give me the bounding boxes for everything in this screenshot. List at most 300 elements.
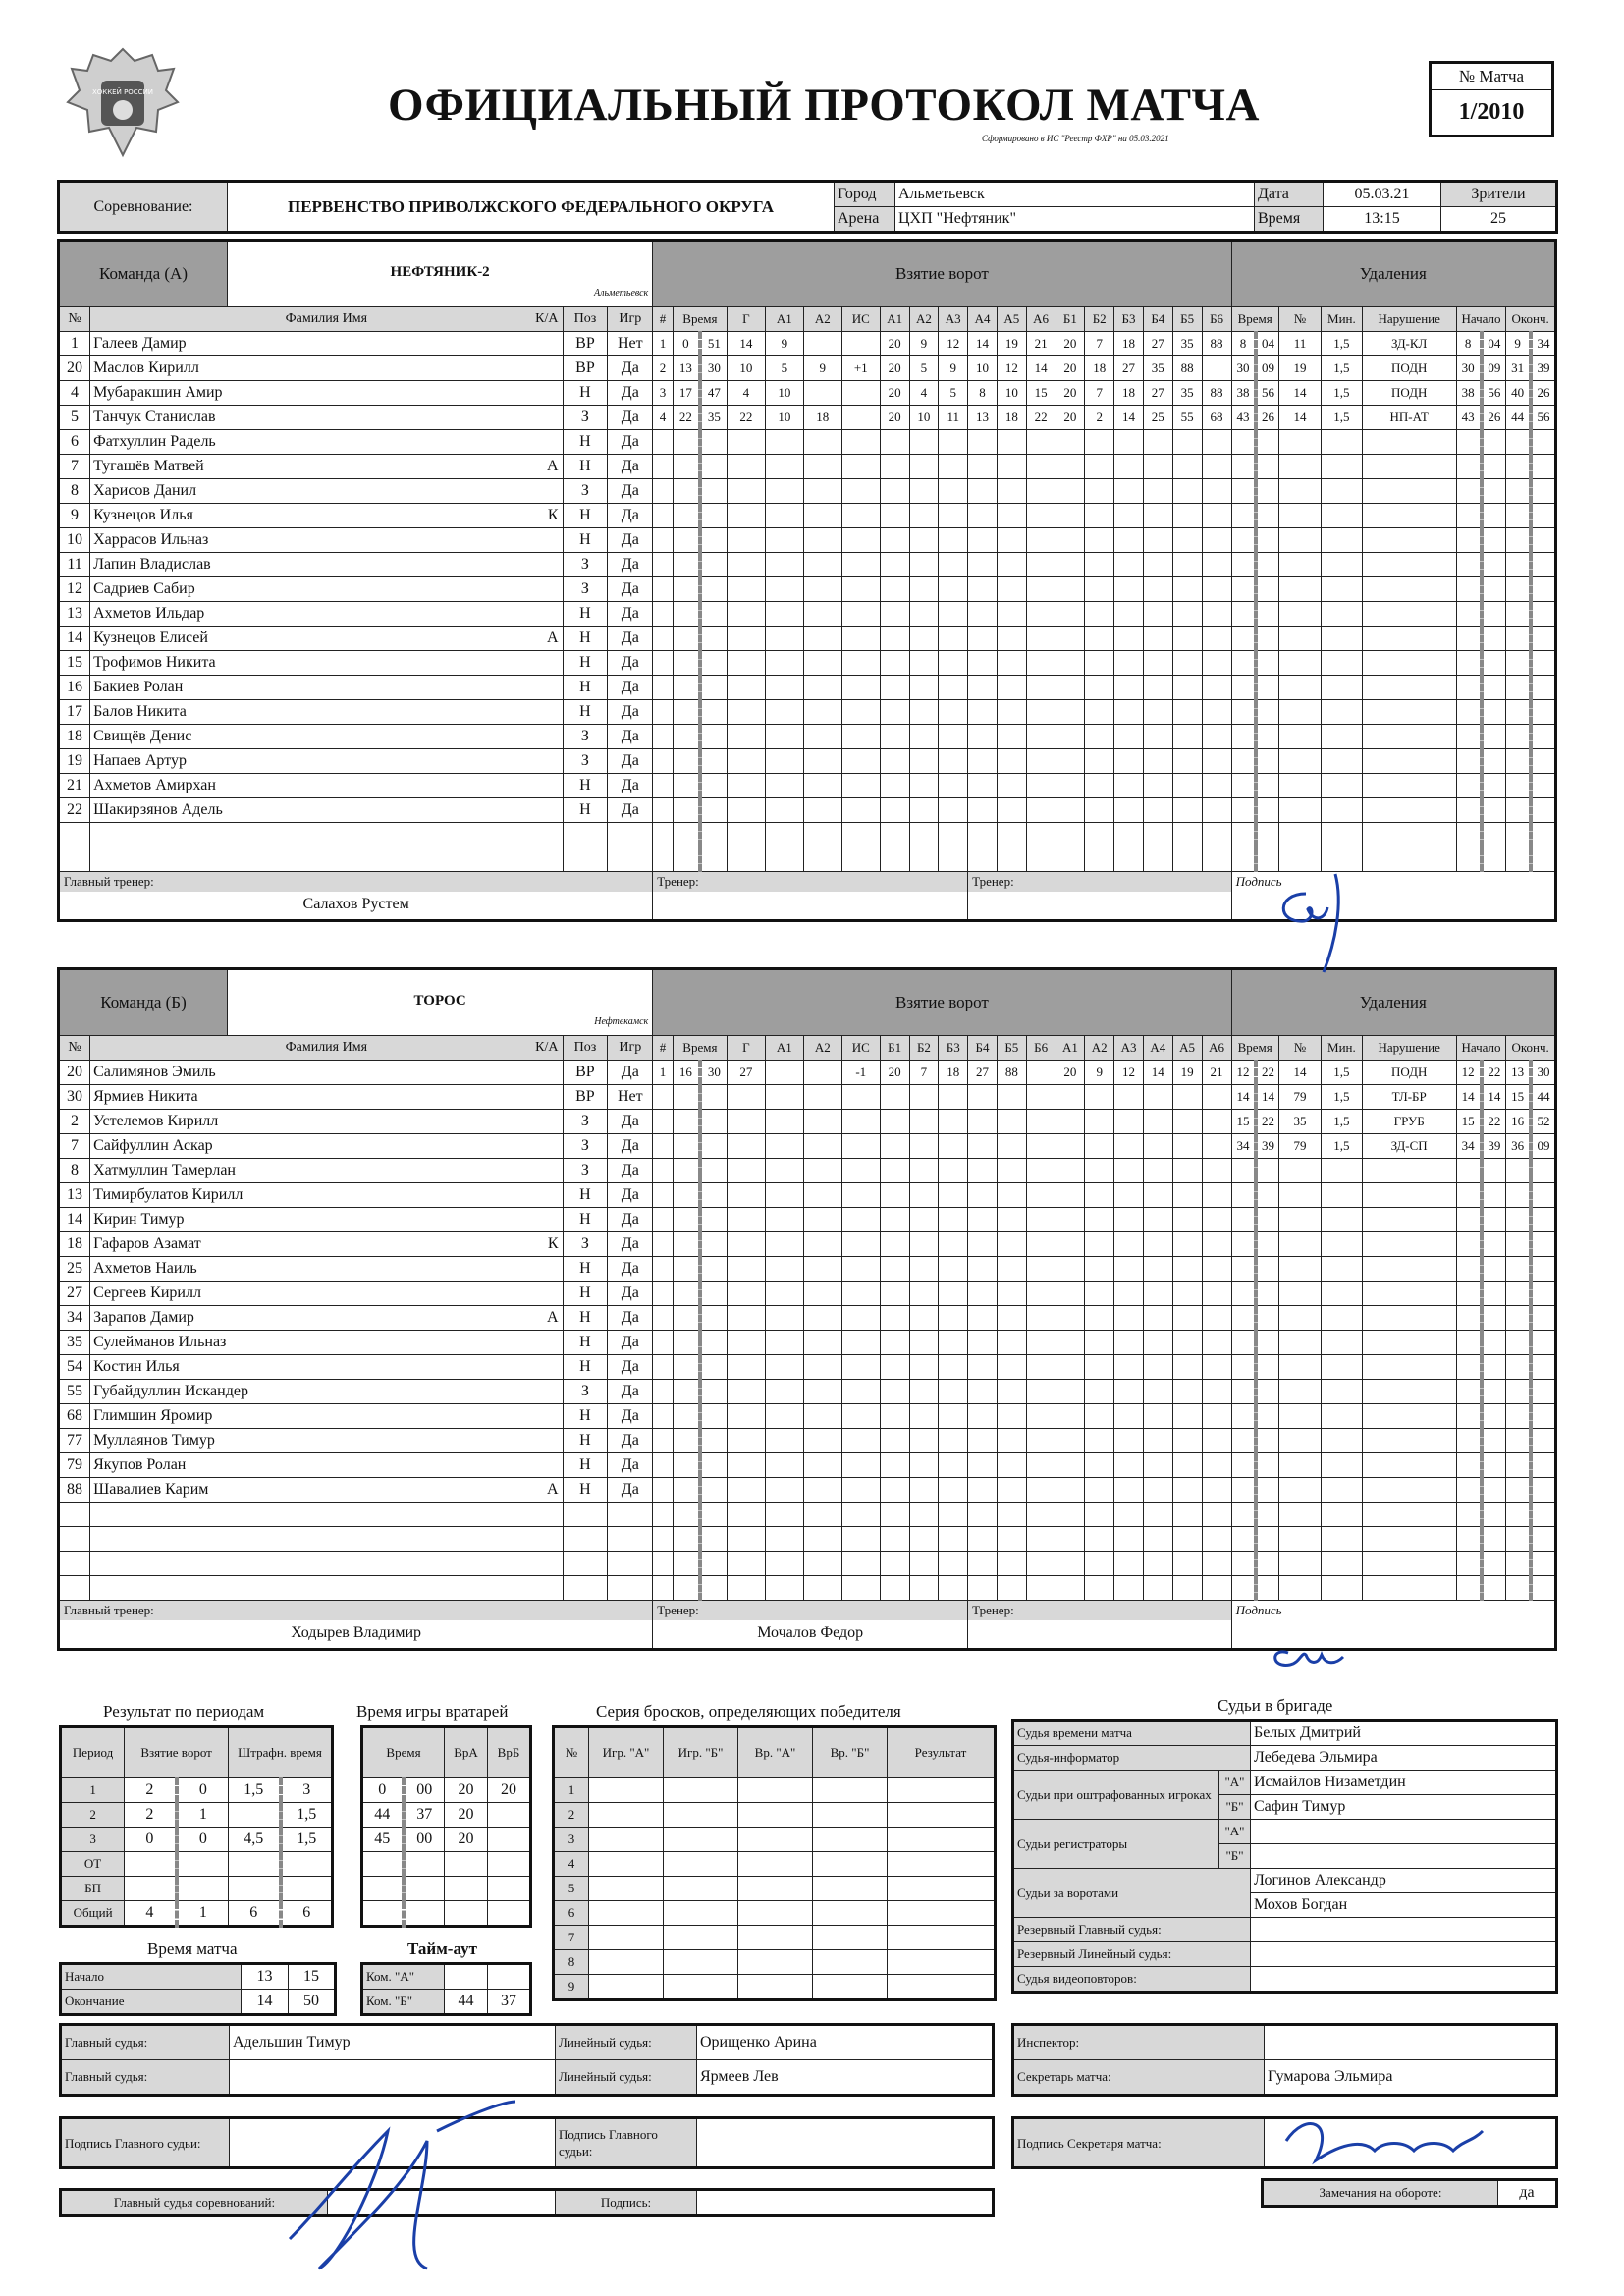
penalty-cell: ПОДН	[1362, 1061, 1456, 1085]
goal-cell	[1202, 1085, 1231, 1110]
player-cell	[90, 1306, 563, 1331]
goal-cell	[1085, 1355, 1114, 1380]
goal-cell	[673, 1134, 700, 1159]
goal-cell	[1026, 1503, 1056, 1527]
goalie-row	[362, 1852, 531, 1877]
goal-cell	[939, 1429, 968, 1453]
goal-cell: 20	[1056, 332, 1085, 356]
goal-cell: 12	[997, 356, 1026, 381]
arena-label: Арена	[835, 207, 895, 233]
penalty-cell	[1456, 1552, 1481, 1576]
goal-cell: 12	[939, 332, 968, 356]
penalty-cell	[1322, 577, 1362, 602]
goalie-cell	[488, 1901, 531, 1927]
goal-cell	[939, 1404, 968, 1429]
goal-cell	[909, 1085, 939, 1110]
goal-cell	[1143, 1306, 1172, 1331]
goal-cell	[1172, 1282, 1202, 1306]
period-row	[61, 1778, 333, 1803]
player-number: 15	[59, 651, 90, 676]
penalty-cell	[1256, 798, 1278, 823]
penalty-cell	[1531, 749, 1556, 774]
penalty-cell	[1256, 1576, 1278, 1601]
player-position	[563, 1576, 608, 1601]
goal-cell	[673, 774, 700, 798]
timekeeper-name: Белых Дмитрий	[1251, 1721, 1557, 1746]
penalty-cell	[1278, 749, 1322, 774]
penalty-cell: 14	[1278, 1061, 1322, 1085]
penalty-cell	[1506, 1380, 1531, 1404]
goal-cell	[673, 1404, 700, 1429]
shootout-row	[554, 1926, 996, 1950]
goal-cell	[803, 798, 841, 823]
teamA-coach2-cell	[968, 872, 1231, 921]
goal-cell	[765, 1085, 803, 1110]
goal-cell	[968, 1159, 998, 1183]
shootout-cell	[664, 1852, 738, 1877]
penbox-a-name: Исмайлов Низаметдин	[1251, 1771, 1557, 1795]
player-cell	[90, 577, 563, 602]
player-cell	[90, 1110, 563, 1134]
player-played: Да	[608, 406, 653, 430]
goal-cell	[1056, 1110, 1085, 1134]
goal-cell	[727, 700, 765, 725]
player-name: Ахметов Ильдар	[93, 605, 205, 622]
goal-cell	[968, 651, 998, 676]
goal-cell	[653, 1576, 674, 1601]
teamB-h-onice: Б2	[909, 1036, 939, 1061]
period-cell: 3	[281, 1778, 333, 1803]
goal-cell	[997, 1527, 1026, 1552]
penalty-cell	[1231, 577, 1256, 602]
goal-cell	[1085, 577, 1114, 602]
goalie-cell: 20	[488, 1778, 531, 1803]
goal-cell	[1172, 749, 1202, 774]
goal-cell	[1085, 479, 1114, 504]
goal-cell	[1085, 774, 1114, 798]
goal-cell	[1172, 1527, 1202, 1552]
chief-sign	[697, 2190, 994, 2216]
teamB-row	[59, 1208, 1556, 1232]
goal-cell	[939, 1453, 968, 1478]
penalty-cell	[1231, 1453, 1256, 1478]
penalty-cell: 14	[1278, 381, 1322, 406]
period-cell	[281, 1852, 333, 1877]
penalty-cell: 30	[1231, 356, 1256, 381]
penalty-cell	[1231, 1380, 1256, 1404]
goal-cell	[803, 1061, 841, 1085]
penalty-cell	[1456, 749, 1481, 774]
goal-cell	[909, 553, 939, 577]
goalie-cell: 20	[445, 1778, 488, 1803]
goal-cell	[1085, 430, 1114, 455]
teamA-h-onice: Б3	[1114, 307, 1144, 332]
player-cell	[90, 1232, 563, 1257]
goal-cell	[1026, 528, 1056, 553]
goal-cell: 7	[1085, 332, 1114, 356]
reg-a-name	[1251, 1820, 1557, 1844]
goal-judge-2: Мохов Богдан	[1251, 1893, 1557, 1918]
goal-cell	[1056, 1257, 1085, 1282]
goal-cell	[968, 1527, 998, 1552]
goal-cell	[997, 1208, 1026, 1232]
penalty-cell: 38	[1231, 381, 1256, 406]
goal-cell	[803, 479, 841, 504]
goal-cell	[700, 455, 728, 479]
penalty-cell	[1362, 798, 1456, 823]
goal-cell	[1026, 725, 1056, 749]
goal-cell	[1026, 700, 1056, 725]
match-end-h: 14	[242, 1990, 289, 2015]
main-judge-handwritten-signature-icon	[280, 2072, 525, 2288]
penalty-cell	[1278, 774, 1322, 798]
shootout-cell	[738, 1950, 813, 1975]
player-cell	[90, 1503, 563, 1527]
goal-cell	[968, 798, 998, 823]
goal-cell	[968, 528, 998, 553]
goal-cell	[1202, 1282, 1231, 1306]
goal-cell	[1026, 1478, 1056, 1503]
player-name: Шакирзянов Адель	[93, 801, 223, 818]
goal-cell	[1085, 602, 1114, 627]
player-number: 13	[59, 602, 90, 627]
player-name: Галеев Дамир	[93, 335, 187, 352]
penalty-cell	[1322, 1453, 1362, 1478]
penalty-cell	[1506, 1429, 1531, 1453]
penalty-cell	[1256, 1331, 1278, 1355]
period-cell: 6	[229, 1901, 281, 1927]
team-a-signature-icon	[1267, 864, 1375, 982]
penalty-cell	[1531, 823, 1556, 847]
goal-cell	[1202, 1453, 1231, 1478]
penalty-cell: 14	[1256, 1085, 1278, 1110]
goal-cell	[880, 479, 909, 504]
goal-cell	[841, 332, 880, 356]
goal-cell	[997, 553, 1026, 577]
player-played: Да	[608, 1306, 653, 1331]
goal-cell	[1202, 774, 1231, 798]
shootout-number: 6	[554, 1901, 589, 1926]
goal-cell	[673, 725, 700, 749]
time-value: 13:15	[1324, 207, 1441, 233]
goal-cell	[968, 774, 998, 798]
penalty-cell	[1278, 577, 1322, 602]
shootout-cell	[888, 1950, 996, 1975]
player-cell	[90, 847, 563, 872]
goal-cell: 11	[939, 406, 968, 430]
goal-cell	[803, 577, 841, 602]
teamB-coach2-cell	[968, 1601, 1231, 1650]
goal-cell	[1202, 1232, 1231, 1257]
teamB-h-num: №	[59, 1036, 90, 1061]
player-cell	[90, 479, 563, 504]
penalty-cell	[1231, 553, 1256, 577]
goal-cell	[1143, 700, 1172, 725]
goal-cell	[880, 1134, 909, 1159]
penalty-cell	[1231, 700, 1256, 725]
penalty-cell	[1531, 1159, 1556, 1183]
goal-cell	[939, 725, 968, 749]
teamB-row	[59, 1257, 1556, 1282]
goal-cell	[997, 725, 1026, 749]
goal-cell: 7	[909, 1061, 939, 1085]
generated-note: Сформировано в ИС "Реестр ФХР" на 05.03.2021	[982, 134, 1169, 143]
penalty-cell: 22	[1482, 1110, 1506, 1134]
goal-cell	[653, 1085, 674, 1110]
periods-table	[59, 1725, 334, 1928]
goal-cell	[841, 528, 880, 553]
goal-cell	[765, 774, 803, 798]
goalie-table	[360, 1725, 532, 1928]
penalty-cell	[1256, 1380, 1278, 1404]
penalty-cell: 15	[1231, 1110, 1256, 1134]
goal-cell	[1143, 1257, 1172, 1282]
penalty-cell	[1482, 1503, 1506, 1527]
goal-cell	[1085, 651, 1114, 676]
player-played: Да	[608, 577, 653, 602]
teamB-h-ptime: Время	[1231, 1036, 1278, 1061]
goal-cell	[968, 1404, 998, 1429]
penalty-cell: 8	[1231, 332, 1256, 356]
teamA-penalties-title: Удаления	[1231, 241, 1555, 307]
goal-cell	[1172, 528, 1202, 553]
teamA-row	[59, 651, 1556, 676]
referees-title: Судьи в бригаде	[1218, 1696, 1333, 1715]
goal-cell	[700, 1478, 728, 1503]
goal-cell	[673, 798, 700, 823]
goalie-cell: 37	[404, 1803, 445, 1828]
teamA-table	[57, 239, 1557, 922]
teamA-h-pos: Поз	[563, 307, 608, 332]
teamB-header	[59, 969, 653, 1036]
shootout-number: 9	[554, 1975, 589, 2000]
shootout-cell	[664, 1803, 738, 1828]
goal-cell	[997, 1257, 1026, 1282]
goal-cell	[700, 1306, 728, 1331]
goal-cell	[968, 847, 998, 872]
penalty-cell: 26	[1531, 381, 1556, 406]
penalty-cell: 22	[1482, 1061, 1506, 1085]
player-number: 9	[59, 504, 90, 528]
goal-cell	[653, 1503, 674, 1527]
shootout-number: 3	[554, 1828, 589, 1852]
goal-cell	[700, 627, 728, 651]
team-b-signature-icon	[1267, 1635, 1375, 1674]
goal-cell	[653, 1453, 674, 1478]
penalty-cell	[1278, 1380, 1322, 1404]
goal-cell	[727, 1527, 765, 1552]
goal-cell	[997, 455, 1026, 479]
penalty-cell	[1456, 651, 1481, 676]
teamB-h-time: Время	[673, 1036, 727, 1061]
goal-cell	[727, 1306, 765, 1331]
goal-cell	[727, 1110, 765, 1134]
teamA-h-ka: К/А	[535, 311, 559, 326]
player-name: Кузнецов Елисей	[93, 629, 208, 646]
penalty-cell	[1256, 528, 1278, 553]
penalty-cell	[1531, 455, 1556, 479]
shootout-cell	[589, 1852, 664, 1877]
teamA-h-onice: Б6	[1202, 307, 1231, 332]
goal-cell	[803, 1085, 841, 1110]
goal-cell	[841, 1183, 880, 1208]
penalty-cell: 22	[1256, 1110, 1278, 1134]
penalty-cell	[1506, 847, 1531, 872]
goal-cell	[1085, 1331, 1114, 1355]
goal-cell	[1202, 1380, 1231, 1404]
goal-cell: 20	[1056, 406, 1085, 430]
goal-cell	[803, 602, 841, 627]
teamA-h-onice: А2	[909, 307, 939, 332]
goal-cell	[1202, 627, 1231, 651]
teamA-h-num: №	[59, 307, 90, 332]
player-cell	[90, 1453, 563, 1478]
player-position: Н	[563, 455, 608, 479]
goal-cell: 55	[1172, 406, 1202, 430]
goal-cell	[803, 725, 841, 749]
goal-cell	[727, 823, 765, 847]
goal-cell	[673, 651, 700, 676]
teamA-row	[59, 381, 1556, 406]
goal-cell	[1114, 1453, 1144, 1478]
goal-cell	[968, 1257, 998, 1282]
penalty-cell: 39	[1531, 356, 1556, 381]
goal-cell	[673, 1306, 700, 1331]
goal-cell	[968, 1134, 998, 1159]
player-cell	[90, 1552, 563, 1576]
penalty-cell	[1362, 1159, 1456, 1183]
goal-cell	[880, 774, 909, 798]
teamA-h-onice: А6	[1026, 307, 1056, 332]
goal-cell	[1143, 430, 1172, 455]
teamB-row	[59, 1282, 1556, 1306]
player-played: Да	[608, 1183, 653, 1208]
shootout-cell	[813, 1926, 888, 1950]
goal-cell	[997, 1404, 1026, 1429]
penalty-cell: 1,5	[1322, 332, 1362, 356]
teamA-row	[59, 455, 1556, 479]
goal-cell	[997, 1110, 1026, 1134]
penalty-cell	[1278, 1429, 1322, 1453]
federation-emblem-icon	[54, 37, 191, 175]
period-cell: 6	[281, 1901, 333, 1927]
shootout-cell	[888, 1778, 996, 1803]
penalty-cell	[1456, 577, 1481, 602]
penalty-cell	[1322, 1527, 1362, 1552]
player-cell	[90, 356, 563, 381]
goal-cell: 9	[909, 332, 939, 356]
player-played: Да	[608, 1257, 653, 1282]
player-cell	[90, 1159, 563, 1183]
video-judge-label: Судья видеоповторов:	[1013, 1967, 1251, 1993]
teamA-h-viol: Нарушение	[1362, 307, 1456, 332]
goal-cell	[841, 1355, 880, 1380]
goal-cell	[1085, 1527, 1114, 1552]
goal-cell	[1026, 1355, 1056, 1380]
goal-cell: 9	[939, 356, 968, 381]
goal-cell	[1172, 1503, 1202, 1527]
goal-cell	[880, 627, 909, 651]
goal-cell	[968, 1110, 998, 1134]
goal-cell	[909, 725, 939, 749]
goal-cell	[1026, 1552, 1056, 1576]
penalty-cell	[1322, 455, 1362, 479]
goal-cell	[880, 1380, 909, 1404]
goal-cell	[1143, 602, 1172, 627]
goal-cell: 2	[653, 356, 674, 381]
goal-cell: 88	[1172, 356, 1202, 381]
period-cell: 1	[177, 1901, 229, 1927]
goal-cell	[909, 1503, 939, 1527]
goal-cell	[841, 455, 880, 479]
penalty-cell	[1256, 479, 1278, 504]
goal-cell	[1056, 1183, 1085, 1208]
goal-cell	[653, 725, 674, 749]
shootout-cell	[813, 1950, 888, 1975]
line-judge-label-1: Линейный судья:	[556, 2025, 697, 2060]
goal-cell	[1172, 1257, 1202, 1282]
goal-cell	[727, 504, 765, 528]
goal-cell	[727, 749, 765, 774]
teamB-name: ТОРОС	[413, 993, 466, 1009]
goal-cell: 10	[909, 406, 939, 430]
goal-cell	[909, 700, 939, 725]
penalty-cell	[1506, 504, 1531, 528]
teamB-h-onice: А5	[1172, 1036, 1202, 1061]
goal-cell: 27	[1114, 356, 1144, 381]
goal-cell	[1202, 504, 1231, 528]
player-cell	[90, 1085, 563, 1110]
penalty-cell	[1506, 627, 1531, 651]
penalty-cell	[1482, 1380, 1506, 1404]
goal-cell	[1026, 1404, 1056, 1429]
goal-cell: 27	[968, 1061, 998, 1085]
goal-cell: 88	[1202, 332, 1231, 356]
teamA-h-name	[90, 307, 563, 332]
goal-cell	[803, 1257, 841, 1282]
coach-label: Тренер:	[968, 872, 1230, 892]
goal-cell	[939, 602, 968, 627]
goal-cell	[765, 1257, 803, 1282]
period-row	[61, 1852, 333, 1877]
player-name: Глимшин Яромир	[93, 1407, 213, 1424]
goal-cell	[1056, 1453, 1085, 1478]
teamB-h-end: Оконч.	[1506, 1036, 1556, 1061]
player-name: Напаев Артур	[93, 752, 187, 769]
penalty-cell	[1456, 602, 1481, 627]
penalty-cell: ГРУБ	[1362, 1110, 1456, 1134]
goal-cell	[909, 1257, 939, 1282]
penalty-cell	[1456, 1257, 1481, 1282]
goal-cell	[803, 627, 841, 651]
goal-cell	[700, 577, 728, 602]
goal-cell	[1172, 479, 1202, 504]
goal-cell	[1143, 725, 1172, 749]
player-number: 54	[59, 1355, 90, 1380]
goal-cell	[968, 1208, 998, 1232]
goal-cell	[841, 1478, 880, 1503]
periods-h-period: Период	[61, 1727, 125, 1778]
penalty-cell	[1256, 455, 1278, 479]
penalty-cell	[1362, 553, 1456, 577]
penalty-cell	[1231, 627, 1256, 651]
period-cell: 2	[125, 1803, 177, 1828]
goal-cell	[700, 725, 728, 749]
teamA-row	[59, 504, 1556, 528]
penalty-cell	[1506, 1404, 1531, 1429]
goal-cell: +1	[841, 356, 880, 381]
match-number-box	[1429, 61, 1554, 137]
